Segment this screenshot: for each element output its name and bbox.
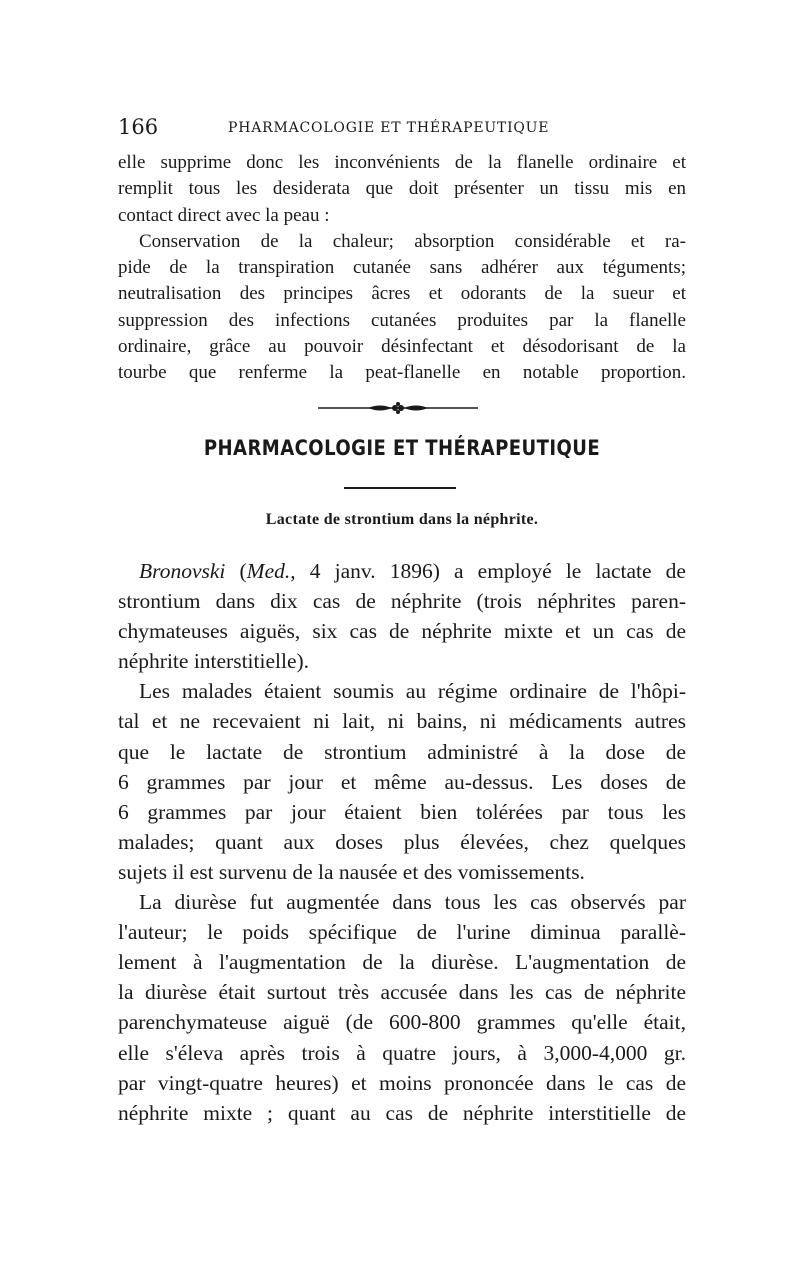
text-line: La diurèse fut augmentée dans tous les cas observés par (139, 890, 686, 915)
text-line: suppression des infections cutanées produites par la flanelle (118, 309, 686, 331)
text-line: lement à l'augmentation de la diurèse. L'augmentation de (118, 950, 686, 975)
text-line: chymateuses aiguës, six cas de néphrite mixte et un cas de (118, 619, 686, 644)
text-line: remplit tous les desiderata que doit présenter un tissu mis en (118, 178, 686, 200)
text-line: l'auteur; le poids spécifique de l'urine diminua parallè- (118, 920, 686, 945)
section-rule (344, 487, 456, 489)
journal-name: Med. (246, 559, 291, 583)
text-line: pide de la transpiration cutanée sans adhérer aux téguments; (118, 257, 686, 279)
text-line: ordinaire, grâce au pouvoir désinfectant et désodorisant de la (118, 336, 686, 358)
text-line: Conservation de la chaleur; absorption considérable et ra- (139, 230, 686, 252)
section-title: PHARMACOLOGIE ET THÉRAPEUTIQUE (203, 436, 601, 460)
text-line: Les malades étaient soumis au régime ordinaire de l'hôpi- (139, 679, 686, 704)
running-head (118, 115, 686, 139)
text-line: 6 grammes par jour et même au-dessus. Les doses de (118, 769, 686, 794)
text-line: que le lactate de strontium administré à la dose de (118, 739, 686, 764)
ornamental-divider (318, 400, 478, 416)
text-line: 6 grammes par jour étaient bien tolérées par tous les (118, 799, 686, 824)
text-line: elle s'éleva après trois à quatre jours, à 3,000-4,000 gr. (118, 1040, 686, 1065)
text-line: contact direct avec la peau : (118, 204, 330, 226)
text-line: strontium dans dix cas de néphrite (trois néphrites paren- (118, 589, 686, 614)
text-line: tal et ne recevaient ni lait, ni bains, ni médicaments autres (118, 709, 686, 734)
running-title: PHARMACOLOGIE ET THÉRAPEUTIQUE (228, 120, 550, 136)
article-title: Lactate de strontium dans la néphrite. (265, 511, 539, 528)
text-line (118, 556, 686, 586)
article-body (118, 556, 686, 1128)
author-name: Bronovski (139, 559, 226, 583)
text-line: néphrite mixte ; quant au cas de néphrite interstitielle de (118, 1100, 686, 1125)
citation-rest: , 4 janv. 1896) a employé le lactate de (290, 559, 686, 583)
text-line: par vingt-quatre heures) et moins prononcée dans le cas de (118, 1070, 686, 1095)
text-line: sujets il est survenu de la nausée et des vomissements. (118, 859, 585, 884)
text-line: neutralisation des principes âcres et odorants de la sueur et (118, 283, 686, 305)
continued-paragraph (118, 150, 686, 387)
text-line: la diurèse était surtout très accusée dans les cas de néphrite (118, 980, 686, 1005)
text-line: néphrite interstitielle). (118, 649, 310, 674)
text-line: elle supprime donc les inconvénients de la flanelle ordinaire et (118, 152, 686, 173)
text-line: parenchymateuse aiguë (de 600-800 grammes qu'elle était, (118, 1010, 686, 1035)
text-line: tourbe que renferme la peat-flanelle en notable proportion. (118, 362, 686, 384)
text-line: malades; quant aux doses plus élevées, chez quelques (118, 829, 686, 854)
page-number: 166 (118, 115, 159, 139)
citation-paren: ( (225, 559, 247, 583)
